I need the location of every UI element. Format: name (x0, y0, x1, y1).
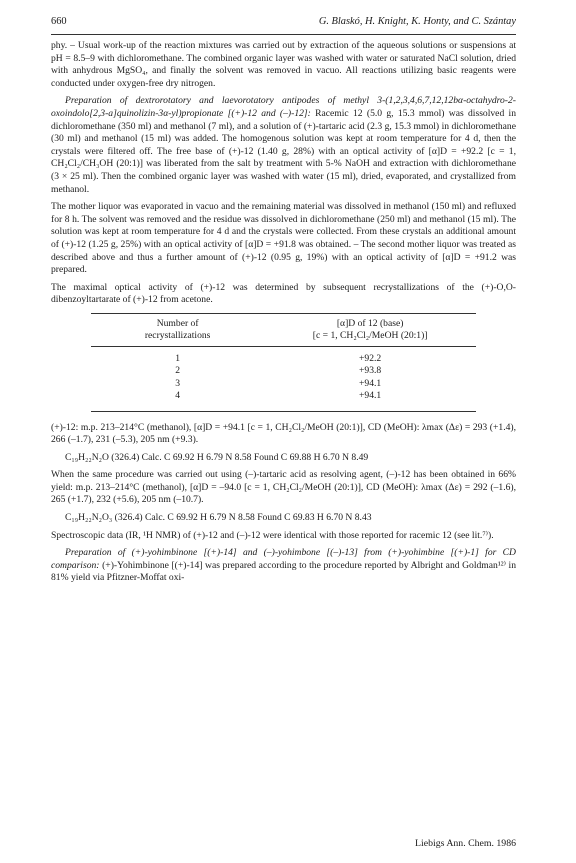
paragraph-preparation-body: Racemic 12 (5.0 g, 15.3 mmol) was dissolved in dichloromethane (350 ml) and methanol (7 ml), and a solution of (+)-tartaric acid (2.3 g, 15.3 mmol) in dichloromethane (30 ml) and methanol (15 ml) was added. The homogenous solution was kept at room temperature for 4 d, then the crystals were filtered off. The free base of (+)-12 (1.40 g, 28%) with an optical activity of [α]D = +92.2 [c = 1, CH₂Cl₂/CH₃OH (20:1)] was liberated from the salt by treatment with 5-% NaOH and extraction with dichloromethane (3 × 25 ml). Then the combined organic layer was washed with water (15 ml), dried, evaporated, and crystallized from methanol. (51, 107, 516, 195)
header-rule (51, 34, 516, 35)
table-cell-number: 1 (175, 352, 181, 364)
journal-footer: Liebigs Ann. Chem. 1986 (415, 838, 516, 849)
paragraph-yohimbinone-body: (+)-Yohimbinone [(+)-14] was prepared according to the procedure reported by Albright and Goldman¹²⁾ in 81% yield via Pfitzner-Moffat oxi- (51, 559, 516, 584)
section-title-antipodes: Preparation of dextrorotatory and laevorotatory antipodes of methyl 3-(1,2,3,4,6,7,12,12bα-octahydro-2-oxoindolo[2,3-a]quinolizin-3α-yl)propionate [(+)-12 and (–)-12]: (51, 95, 516, 119)
table-cell-number: 2 (175, 365, 181, 377)
elemental-analysis-plus-12: C₁₉H₂₂N₂O (326.4) Calc. C 69.92 H 6.79 N 8.58 Found C 69.88 H 6.70 N 8.49 (65, 451, 369, 463)
table-row (91, 390, 476, 402)
paragraph-mother-liquor: The mother liquor was evaporated in vacuo and the remaining material was dissolved in methanol (150 ml) and refluxed for 8 h. The solvent was removed and the residue was dissolved in dichloromethane (250 ml) and methanol (15 ml). The solution was kept at room temperature for 4 d and the crystals were collected. From these crystals an additional amount of (+)-12 (1.25 g, 25%) with an optical activity of [α]D = +91.8 was obtained. – The second mother liquor was treated as described above and thus a further amount of (+)-12 (0.95 g, 19%) with an optical activity of [α]D = +91.2 was prepared. (51, 201, 516, 276)
table-row (91, 378, 476, 390)
elemental-analysis-minus-12: C₁₉H₂₂N₂O₃ (326.4) Calc. C 69.92 H 6.79 N 8.58 Found C 69.83 H 6.70 N 8.43 (65, 512, 372, 524)
author-line: G. Blaskó, H. Knight, K. Honty, and C. Szántay (318, 16, 516, 27)
paragraph-spectroscopic: Spectroscopic data (IR, ¹H NMR) of (+)-12 and (–)-12 were identical with those reported for racemic 12 (see lit.⁷⁾). (51, 529, 494, 541)
table-header-col2 (264, 318, 476, 342)
table-cell-value: +94.1 (359, 377, 382, 389)
table-row (91, 353, 476, 365)
running-header (51, 16, 516, 27)
paragraph-plus-12-data: (+)-12: m.p. 213–214°C (methanol), [α]D = +94.1 [c = 1, CH₂Cl₂/MeOH (20:1)], CD (MeOH): λmax (Δε) = 293 (+1.4), 266 (–1.7), 231 (–5.3), 205 nm (+9.3). (51, 421, 516, 446)
table-body (91, 347, 476, 411)
paragraph-preparation-antipodes (51, 95, 516, 196)
paragraph-yohimbinone (51, 547, 516, 585)
table-cell-number: 3 (175, 377, 181, 389)
article-body (51, 40, 516, 590)
paragraph-workup: phy. – Usual work-up of the reaction mixtures was carried out by extraction of the aqueous solutions or suspensions at pH = 8.5–9 with dichloromethane. The combined organic layer was washed with water or saturated NaCl solution, dried with anhydrous MgSO₄, and finally the solvent was removed in vacuo. All reactions utilizing basic reagents were conducted under oxygen-free dry nitrogen. (51, 40, 516, 89)
paragraph-maximal-activity: The maximal optical activity of (+)-12 was determined by subsequent recrystallizations of the (+)-O,O-dibenzoyltartarate of (+)-12 from acetone. (51, 281, 516, 306)
table-cell-value: +92.2 (359, 352, 382, 364)
table-cell-number: 4 (175, 390, 181, 402)
table-header-col1-line2: recrystallizations (144, 329, 211, 341)
recrystallization-table (51, 313, 516, 412)
table-header-col1 (91, 318, 264, 342)
paragraph-minus-12: When the same procedure was carried out using (–)-tartaric acid as resolving agent, (–)-12 has been obtained in 66% yield: m.p. 213–214°C (methanol), [α]D = –94.0 [c = 1, CH₂Cl₂/MeOH (20:1)], CD (MeOH): λmax (Δε) = 292 (–1.6), 265 (+1.7), 232 (+5.6), 205 nm (–10.7). (51, 469, 516, 506)
table-header-col1-line1: Number of (156, 317, 199, 329)
table-cell-value: +94.1 (359, 390, 382, 402)
table-header-col2-line2: [c = 1, CH₂Cl₂/MeOH (20:1)] (312, 329, 428, 341)
table-cell-value: +93.8 (359, 365, 382, 377)
table-header-col2-line1: [α]D of 12 (base) (336, 317, 404, 329)
table-rule-bottom (91, 411, 476, 412)
page-number: 660 (51, 16, 67, 27)
table-header (91, 314, 476, 346)
table-row (91, 365, 476, 377)
section-title-yohimbinone: Preparation of (+)-yohimbinone [(+)-14] and (–)-yohimbone [(–)-13] from (+)-yohimbine [(+)-1] for CD comparison: (51, 547, 516, 571)
